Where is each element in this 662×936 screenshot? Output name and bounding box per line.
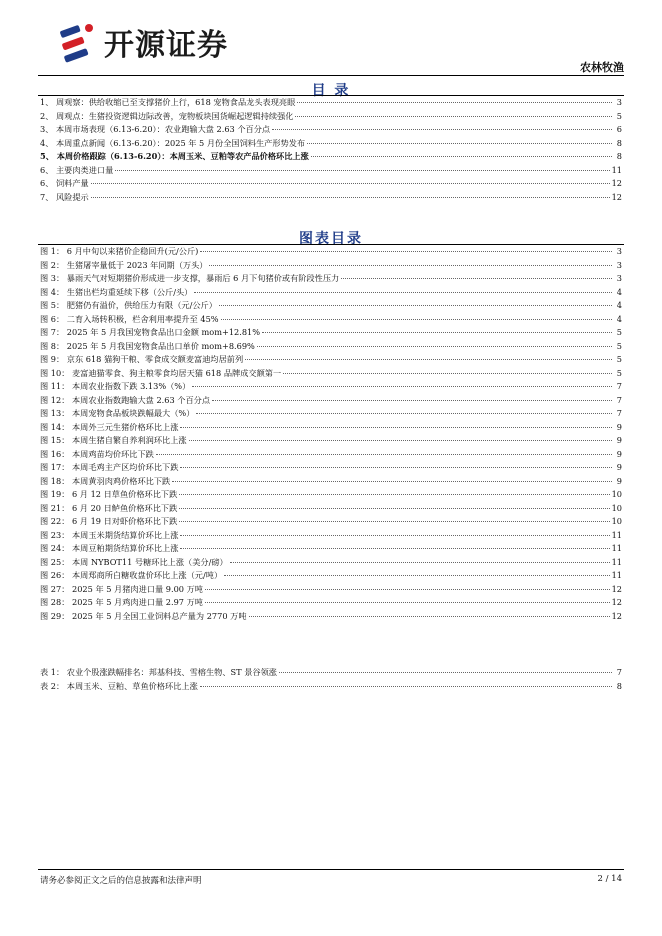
dot-leader <box>200 686 612 687</box>
dot-leader <box>257 346 612 347</box>
toc-entry-label: 图 3： 暴雨天气对短期猪价形成进一步支撑，暴雨后 6 月下旬猪价或有阶段性压力 <box>40 273 340 283</box>
toc-entry-label: 图 14： 本周外三元生猪价格环比上涨 <box>40 421 179 432</box>
toc-entry[interactable] <box>40 530 622 544</box>
dot-leader <box>192 386 612 387</box>
toc-entry[interactable] <box>40 111 622 125</box>
toc-entry-label: 图 9： 京东 618 猫狗干粮、零食成交额麦富迪均居前列 <box>40 354 244 364</box>
contents-divider <box>38 95 624 96</box>
dot-leader <box>221 319 612 320</box>
figures-divider <box>38 244 624 245</box>
toc-entry-page: 12 <box>611 583 622 594</box>
toc-entry-label: 图 15： 本周生猪自繁自养利润环比上涨 <box>40 435 187 445</box>
toc-entry-page: 7 <box>616 381 622 391</box>
dot-leader <box>180 548 609 549</box>
toc-entry[interactable] <box>40 557 622 571</box>
dot-leader <box>224 575 609 576</box>
dot-leader <box>179 494 609 495</box>
toc-entry-page: 7 <box>616 667 622 677</box>
toc-entry-label: 图 22： 6 月 19 日对虾价格环比下跌 <box>40 516 178 526</box>
dot-leader <box>179 521 609 522</box>
toc-entry-page: 12 <box>611 610 622 621</box>
toc-entry[interactable] <box>40 597 622 611</box>
toc-entry[interactable] <box>40 287 622 301</box>
toc-entry-label: 6、 主要肉类进口量 <box>40 164 114 175</box>
dot-leader <box>205 589 610 590</box>
dot-leader <box>194 292 612 293</box>
toc-entry[interactable] <box>40 327 622 341</box>
toc-entry[interactable] <box>40 611 622 625</box>
tables-list <box>40 667 622 694</box>
toc-entry-label: 6、 饲料产量 <box>40 178 89 188</box>
toc-entry-label: 表 1： 农业个股涨跌幅排名：邦基科技、雪榕生物、ST 景谷领涨 <box>40 667 277 677</box>
toc-entry-page: 9 <box>616 421 622 432</box>
dot-leader <box>295 116 612 117</box>
toc-entry-page: 8 <box>616 680 622 691</box>
toc-entry-page: 7 <box>616 394 622 405</box>
toc-entry-label: 图 11： 本周农业指数下跌 3.13%（%） <box>40 381 191 391</box>
toc-entry-label: 图 5： 肥猪仍有溢价，供给压力有限（元/公斤） <box>40 300 217 310</box>
toc-entry-page: 4 <box>616 300 622 310</box>
toc-entry-label: 1、 周观察：供给收缩已至支撑猪价上行，618 宠物食品龙头表现亮眼 <box>40 97 296 107</box>
dot-leader <box>172 481 612 482</box>
toc-entry[interactable] <box>40 314 622 328</box>
dot-leader <box>180 535 609 536</box>
toc-entry-page: 5 <box>616 354 622 364</box>
toc-entry-label: 图 4： 生猪出栏均重延续下移（公斤/头） <box>40 286 193 297</box>
dot-leader <box>230 562 610 563</box>
dot-leader <box>262 332 612 333</box>
toc-entry[interactable] <box>40 124 622 138</box>
dot-leader <box>205 602 610 603</box>
dot-leader <box>91 183 610 184</box>
toc-entry[interactable] <box>40 246 622 260</box>
logo-text: 开源证券 <box>104 28 228 63</box>
dot-leader <box>341 278 612 279</box>
toc-entry-page: 11 <box>611 164 622 175</box>
toc-entry-page: 3 <box>616 97 622 107</box>
toc-entry-page: 10 <box>611 489 622 499</box>
toc-entry[interactable] <box>40 273 622 287</box>
toc-entry-page: 6 <box>616 124 622 134</box>
toc-entry[interactable] <box>40 584 622 598</box>
toc-entry-page: 9 <box>616 448 622 459</box>
toc-entry[interactable] <box>40 435 622 449</box>
toc-entry[interactable] <box>40 516 622 530</box>
dot-leader <box>245 359 612 360</box>
dot-leader <box>196 413 612 414</box>
toc-entry[interactable] <box>40 381 622 395</box>
toc-entry-label: 3、 本周市场表现（6.13-6.20）：农业跑输大盘 2.63 个百分点 <box>40 124 271 134</box>
dot-leader <box>209 265 612 266</box>
toc-entry-page: 5 <box>616 110 622 121</box>
toc-entry[interactable] <box>40 503 622 517</box>
toc-entry[interactable] <box>40 570 622 584</box>
dot-leader <box>180 427 612 428</box>
dot-leader <box>311 156 612 157</box>
toc-entry-label: 图 23： 本周玉米期货结算价环比上涨 <box>40 529 179 540</box>
figures-title: 图表目录 <box>299 231 363 247</box>
toc-entry-label: 图 12： 本周农业指数跑输大盘 2.63 个百分点 <box>40 394 211 405</box>
figures-list <box>40 246 622 624</box>
toc-entry[interactable] <box>40 178 622 192</box>
toc-entry[interactable] <box>40 667 622 681</box>
toc-entry-page: 9 <box>616 435 622 445</box>
dot-leader <box>283 373 612 374</box>
toc-entry[interactable] <box>40 97 622 111</box>
toc-entry-label: 图 27： 2025 年 5 月猪肉进口量 9.00 万吨 <box>40 583 203 594</box>
dot-leader <box>179 508 609 509</box>
toc-entry-page: 8 <box>616 151 622 161</box>
dot-leader <box>212 400 612 401</box>
toc-entry[interactable] <box>40 476 622 490</box>
toc-entry-label: 2、 周观点：生猪投资逻辑边际改善，宠物板块国货崛起逻辑持续强化 <box>40 110 294 121</box>
toc-entry-label: 图 26： 本周郑商所白糖收盘价环比上涨（元/吨） <box>40 570 223 580</box>
toc-entry-label: 图 6： 二育入场转积极，栏舍利用率提升至 45% <box>40 313 219 324</box>
toc-entry[interactable] <box>40 489 622 503</box>
toc-entry[interactable] <box>40 138 622 152</box>
toc-entry-label: 图 24： 本周豆粕期货结算价环比上涨 <box>40 543 179 553</box>
toc-entry-label: 图 18： 本周黄羽肉鸡价格环比下跌 <box>40 475 171 486</box>
toc-entry-label: 图 13： 本周宠物食品板块跌幅最大（%） <box>40 408 195 418</box>
toc-entry-page: 5 <box>616 340 622 351</box>
toc-entry[interactable] <box>40 300 622 314</box>
dot-leader <box>279 672 612 673</box>
toc-entry-page: 10 <box>611 502 622 513</box>
toc-entry-page: 5 <box>616 367 622 378</box>
toc-entry-page: 11 <box>611 570 622 580</box>
toc-entry-label: 5、 本周价格跟踪（6.13-6.20）：本周玉米、豆粕等农产品价格环比上涨 <box>40 151 309 161</box>
toc-entry[interactable] <box>40 462 622 476</box>
toc-entry-page: 4 <box>616 286 622 297</box>
dot-leader <box>156 454 612 455</box>
toc-entry-page: 4 <box>616 313 622 324</box>
toc-entry-label: 表 2： 本周玉米、豆粕、草鱼价格环比上涨 <box>40 680 198 691</box>
toc-entry-label: 图 17： 本周毛鸡主产区均价环比下跌 <box>40 462 179 472</box>
header-divider <box>38 75 624 76</box>
toc-entry-page: 10 <box>611 516 622 526</box>
toc-entry-page: 12 <box>611 597 622 607</box>
toc-entry-label: 图 7： 2025 年 5 月我国宠物食品出口金额 mom+12.81% <box>40 327 261 337</box>
toc-entry[interactable] <box>40 681 622 695</box>
toc-entry-label: 图 16： 本周鸡苗均价环比下跌 <box>40 448 154 459</box>
toc-entry-page: 12 <box>611 191 622 202</box>
dot-leader <box>91 197 610 198</box>
dot-leader <box>307 143 612 144</box>
company-logo <box>58 18 228 66</box>
toc-entry-page: 11 <box>611 556 622 567</box>
toc-entry-label: 图 10： 麦富迪猫零食、狗主粮零食均居天猫 618 品牌成交额第一 <box>40 367 282 378</box>
toc-entry[interactable] <box>40 192 622 206</box>
toc-entry-page: 9 <box>616 475 622 486</box>
toc-entry[interactable] <box>40 260 622 274</box>
toc-entry[interactable] <box>40 395 622 409</box>
dot-leader <box>189 440 612 441</box>
toc-entry[interactable] <box>40 422 622 436</box>
dot-leader <box>200 251 612 252</box>
toc-entry[interactable] <box>40 449 622 463</box>
toc-entry-label: 图 29： 2025 年 5 月全国工业饲料总产量为 2770 万吨 <box>40 610 247 621</box>
toc-entry-page: 9 <box>616 462 622 472</box>
dot-leader <box>115 170 609 171</box>
page-header <box>38 14 624 76</box>
toc-entry[interactable] <box>40 151 622 165</box>
toc-entry-page: 11 <box>611 529 622 540</box>
toc-entry-label: 图 1： 6 月中旬以来猪价企稳回升(元/公斤) <box>40 246 199 256</box>
toc-entry-page: 11 <box>611 543 622 553</box>
toc-entry[interactable] <box>40 354 622 368</box>
toc-entry-label: 图 8： 2025 年 5 月我国宠物食品出口单价 mom+8.69% <box>40 340 255 351</box>
logo-mark-icon <box>58 20 98 64</box>
toc-entry[interactable] <box>40 368 622 382</box>
dot-leader <box>297 102 612 103</box>
toc-entry[interactable] <box>40 408 622 422</box>
toc-entry[interactable] <box>40 165 622 179</box>
toc-entry[interactable] <box>40 543 622 557</box>
dot-leader <box>180 467 612 468</box>
dot-leader <box>249 616 610 617</box>
toc-entry-page: 12 <box>611 178 622 188</box>
toc-entry-label: 图 28： 2025 年 5 月鸡肉进口量 2.97 万吨 <box>40 597 203 607</box>
toc-entry-page: 7 <box>616 408 622 418</box>
toc-entry-label: 图 25： 本周 NYBOT11 号糖环比上涨（美分/磅） <box>40 556 228 567</box>
footer-disclaimer: 请务必参阅正文之后的信息披露和法律声明 <box>40 876 202 886</box>
toc-entry-page: 8 <box>616 137 622 148</box>
toc-entry-label: 图 19： 6 月 12 日草鱼价格环比下跌 <box>40 489 178 499</box>
toc-entry-page: 3 <box>616 246 622 256</box>
toc-entry-label: 7、 风险提示 <box>40 191 89 202</box>
footer-divider <box>38 869 624 870</box>
toc-entry[interactable] <box>40 341 622 355</box>
contents-list <box>40 97 622 205</box>
toc-entry-page: 3 <box>616 259 622 270</box>
contents-title: 目 录 <box>311 83 351 99</box>
toc-entry-label: 图 21： 6 月 20 日鲈鱼价格环比下跌 <box>40 502 178 513</box>
dot-leader <box>219 305 612 306</box>
dot-leader <box>272 129 612 130</box>
toc-entry-label: 图 2： 生猪屠宰量低于 2023 年同期（万头） <box>40 259 208 270</box>
footer-page-number: 2 / 14 <box>597 874 622 884</box>
toc-entry-page: 5 <box>616 327 622 337</box>
toc-entry-page: 3 <box>616 273 622 283</box>
toc-entry-label: 4、 本周重点新闻（6.13-6.20）：2025 年 5 月份全国饲料生产形势发布 <box>40 137 306 148</box>
sector-label: 农林牧渔 <box>580 61 624 74</box>
